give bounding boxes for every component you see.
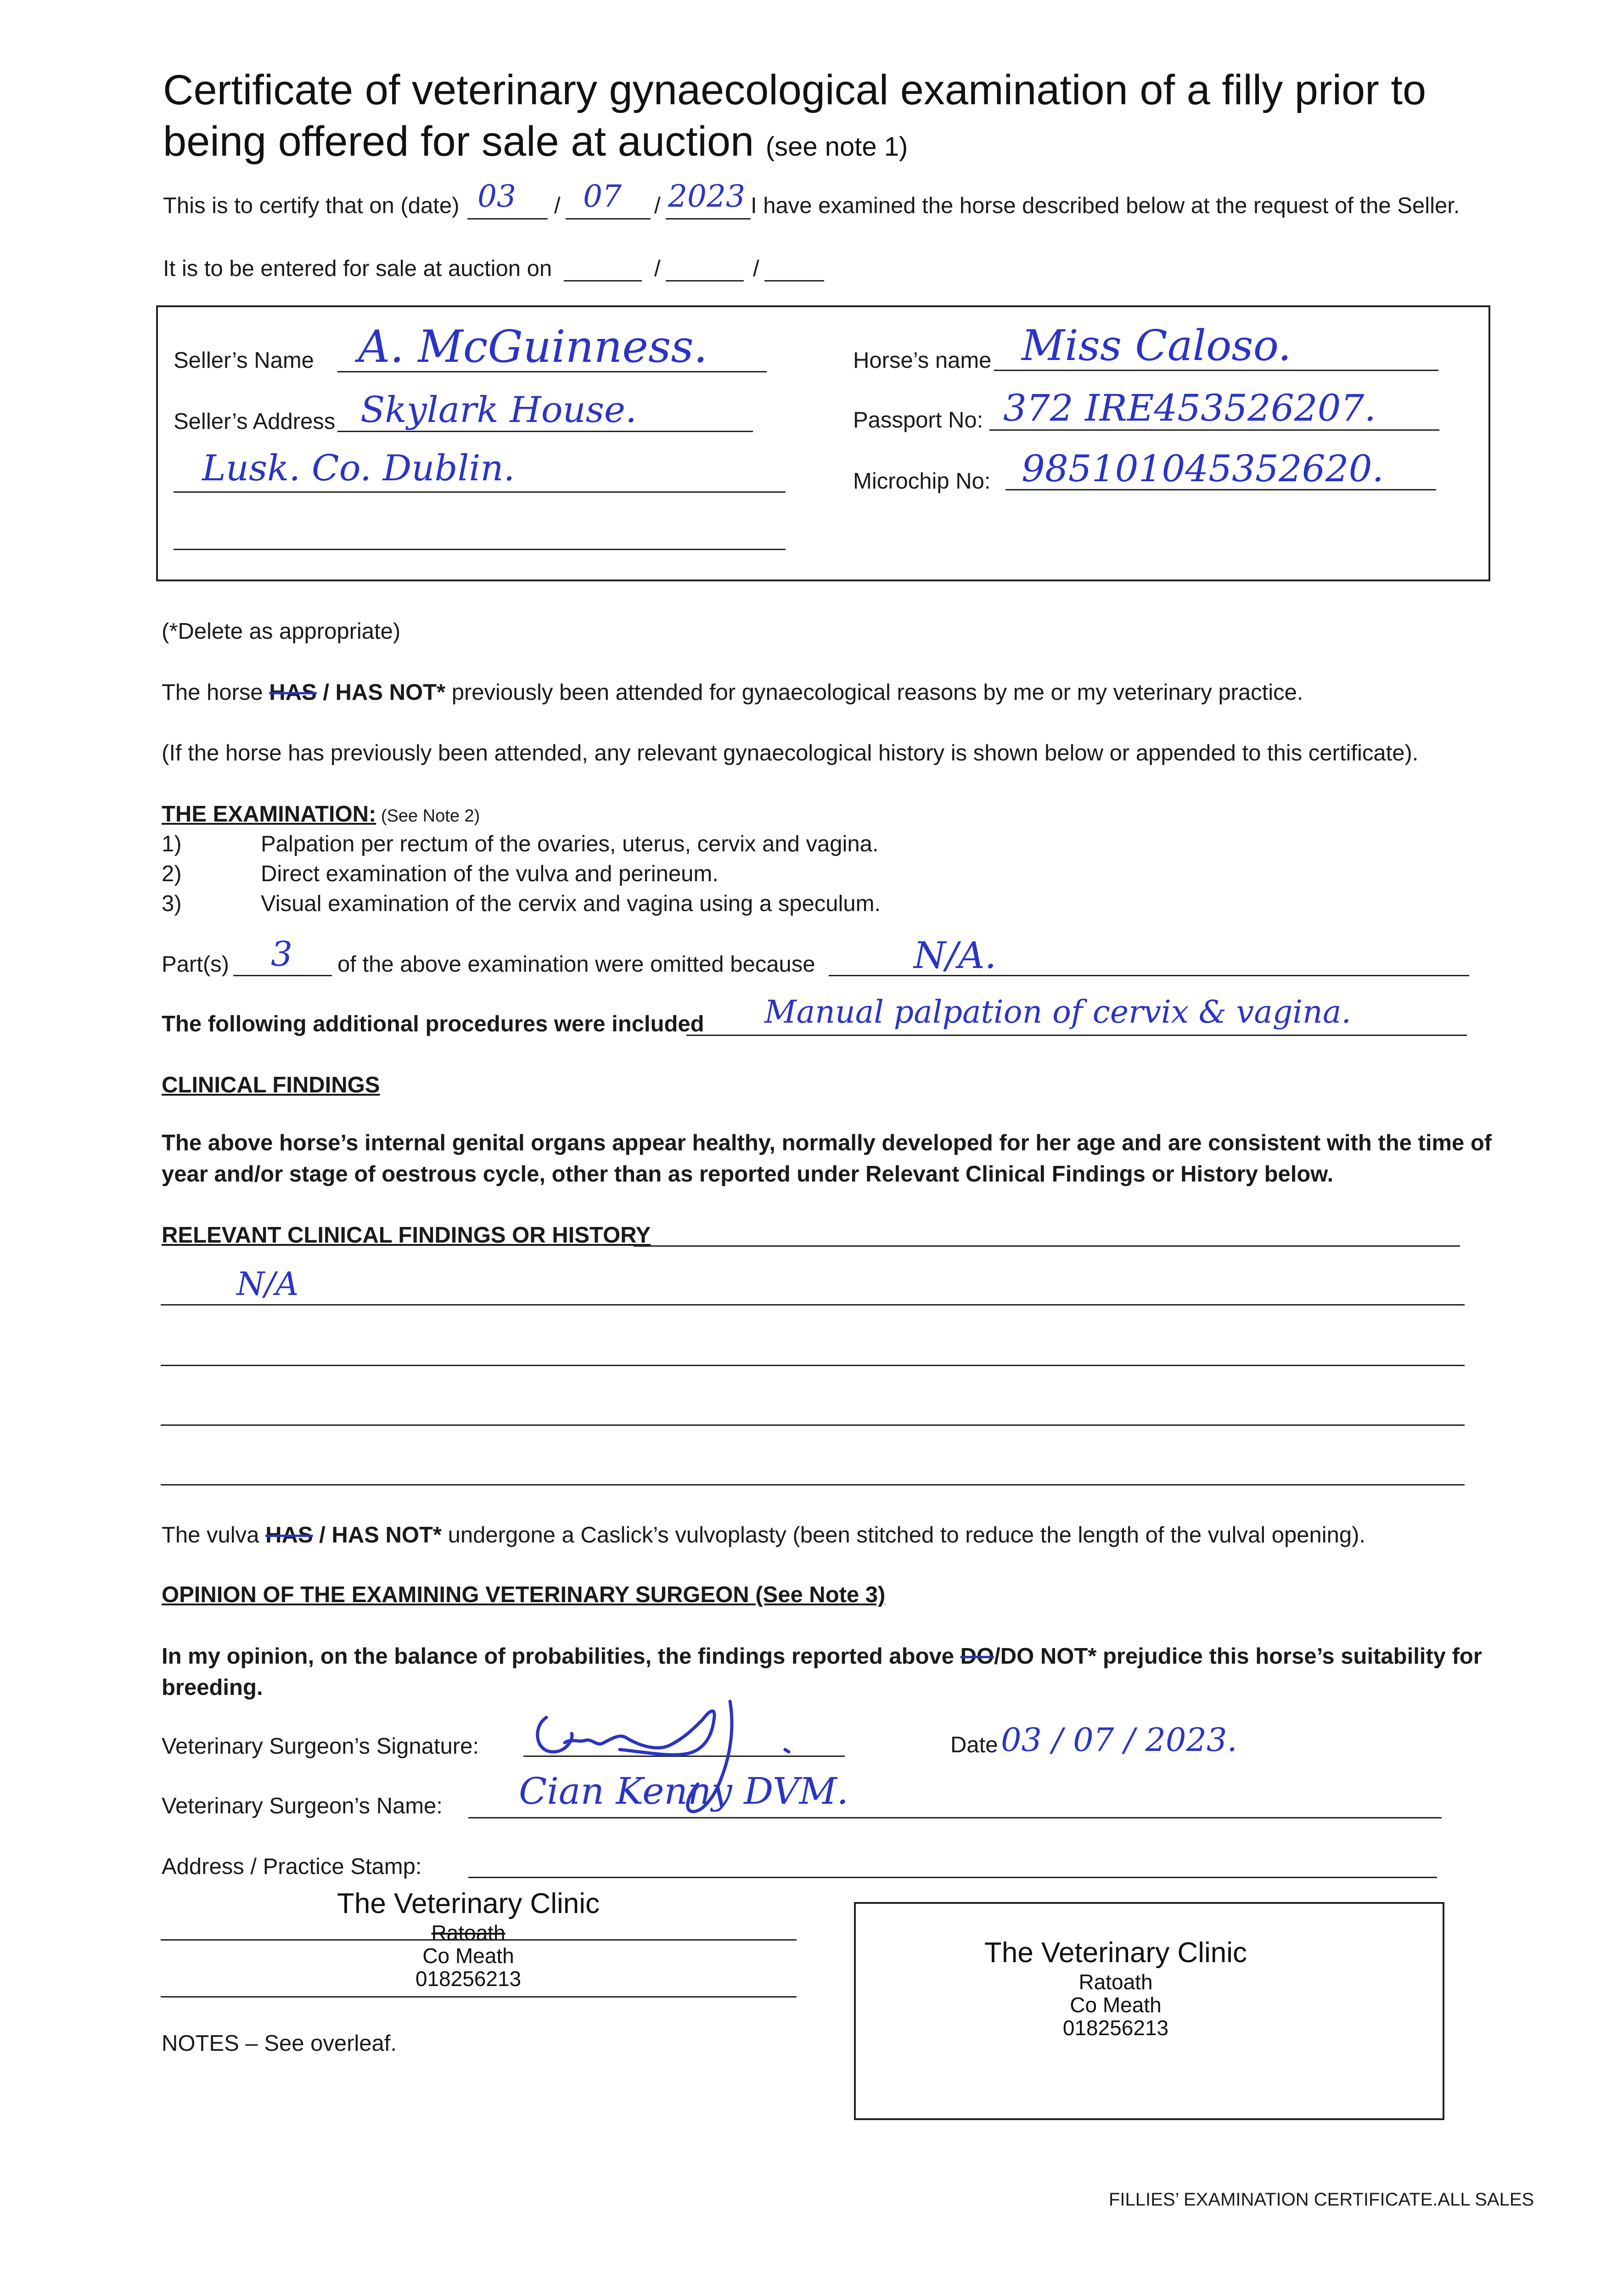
practice-stamp-right: The Veterinary Clinic Ratoath Co Meath 018256213 [984,1937,1247,2040]
exam-item-2-num: 2) [162,861,182,886]
practice-stamp-left: The Veterinary Clinic Ratoath Co Meath 018256213 [337,1888,600,1991]
seller-name-field[interactable]: A. McGuinness. [358,321,708,372]
attended-statement: The horse HAS / HAS NOT* previously been attended for gynaecological reasons by me or my veterinary practice. [162,680,1303,705]
certify-day[interactable]: 03 [477,179,516,214]
certify-suffix: I have examined the horse described below at the request of the Seller. [751,193,1460,218]
certify-prefix: This is to certify that on (date) [163,193,460,218]
parts-field[interactable]: 3 [271,934,293,974]
opinion-heading: OPINION OF THE EXAMINING VETERINARY SURGEON (See Note 3) [162,1582,886,1607]
omitted-field[interactable]: N/A. [914,934,997,977]
signature-date-label: Date [950,1733,998,1757]
signature-label: Veterinary Surgeon’s Signature: [162,1734,479,1759]
exam-item-1: Palpation per rectum of the ovaries, uterus, cervix and vagina. [261,832,879,856]
opinion-do-option[interactable]: DO [960,1644,994,1669]
signature-date-field[interactable]: 03 / 07 / 2023. [1001,1721,1237,1759]
seller-address-line2[interactable]: Lusk. Co. Dublin. [202,448,515,489]
passport-field[interactable]: 372 IRE453526207. [1003,387,1376,429]
attended-has-option[interactable]: HAS [269,680,317,705]
exam-item-1-num: 1) [162,832,182,856]
omitted-label: of the above examination were omitted because [337,952,815,977]
exam-item-3: Visual examination of the cervix and vagina using a speculum. [261,891,881,916]
surgeon-name-field[interactable]: Cian Kenny DVM. [519,1770,848,1812]
vulva-has-not-option[interactable]: / HAS NOT* [313,1523,442,1548]
vulva-statement: The vulva HAS / HAS NOT* undergone a Caslick’s vulvoplasty (been stitched to reduce the length of the vulval opening). [162,1523,1366,1548]
additional-label: The following additional procedures were included [162,1012,704,1036]
seller-address-line1[interactable]: Skylark House. [360,389,637,431]
relevant-field[interactable]: N/A [236,1265,299,1303]
certify-month[interactable]: 07 [583,179,622,214]
page-title: Certificate of veterinary gynaecological examination of a filly prior to being offered for sale at auction (see note 1) [163,67,1426,165]
footer-text: FILLIES’ EXAMINATION CERTIFICATE.ALL SALES [1109,2189,1534,2210]
opinion-statement: In my opinion, on the balance of probabilities, the findings reported above DO/DO NOT* prejudice this horse’s suitability for breeding. [162,1644,1482,1700]
delete-note: (*Delete as appropriate) [162,619,401,644]
certify-year[interactable]: 2023 [668,179,745,214]
auction-text: It is to be entered for sale at auction on [163,256,552,281]
passport-label: Passport No: [853,408,983,433]
parts-label: Part(s) [162,952,229,977]
surgeon-name-label: Veterinary Surgeon’s Name: [162,1794,443,1818]
vulva-has-option[interactable]: HAS [265,1523,313,1548]
address-label: Address / Practice Stamp: [162,1854,422,1879]
title-note: (see note 1) [765,132,908,162]
relevant-heading: RELEVANT CLINICAL FINDINGS OR HISTORY [162,1223,651,1248]
attended-has-not-option[interactable]: / HAS NOT* [316,680,446,705]
microchip-field[interactable]: 985101045352620. [1022,447,1384,490]
horse-name-field[interactable]: Miss Caloso. [1022,321,1292,370]
notes-text: NOTES – See overleaf. [162,2031,397,2056]
seller-name-label: Seller’s Name [174,348,314,373]
exam-item-3-num: 3) [162,891,182,916]
history-note: (If the horse has previously been attended, any relevant gynaecological history is shown below or appended to this certificate). [162,741,1419,765]
seller-address-label: Seller’s Address [174,409,336,434]
opinion-do-not-option[interactable]: /DO NOT* [994,1644,1097,1669]
examination-heading: THE EXAMINATION: (See Note 2) [162,802,480,827]
microchip-label: Microchip No: [853,469,991,494]
exam-item-2: Direct examination of the vulva and perineum. [261,861,719,886]
clinical-statement: The above horse’s internal genital organs appear healthy, normally developed for her age and are consistent with the time of year and/or stage of oestrous cycle, other than as reported under Relevant Clinical Findings or History below. [162,1131,1492,1187]
horse-name-label: Horse’s name [853,348,992,373]
clinical-heading: CLINICAL FINDINGS [162,1073,380,1097]
additional-field[interactable]: Manual palpation of cervix & vagina. [764,994,1351,1030]
